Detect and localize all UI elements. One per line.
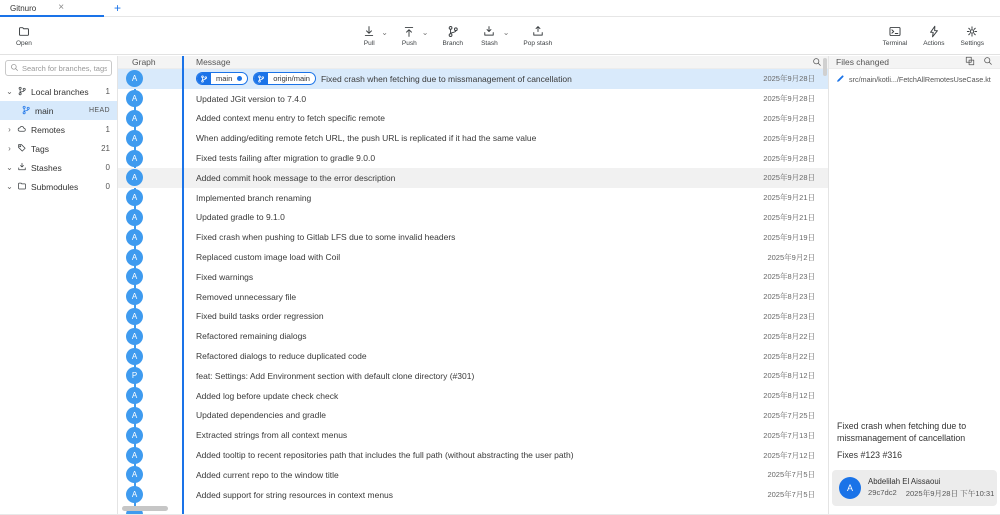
commit-message: Fixed crash when pushing to Gitlab LFS due to some invalid headers xyxy=(196,232,456,243)
commit-message: Removed unnecessary file xyxy=(196,291,297,302)
author-avatar: A xyxy=(126,70,143,87)
commit-message-cell xyxy=(182,93,828,104)
commit-date: 2025年8月12日 xyxy=(763,391,815,401)
section-count: 1 xyxy=(105,87,110,96)
sidebar-item-remotes[interactable] xyxy=(0,120,117,139)
open-label: Open xyxy=(16,39,32,47)
commit-message-cell xyxy=(182,192,828,203)
commit-message-cell xyxy=(182,72,828,85)
commit-date: 2025年9月28日 xyxy=(763,74,815,84)
commit-message-cell xyxy=(182,469,828,480)
changed-file-item[interactable] xyxy=(829,69,1000,90)
section-label: Submodules xyxy=(31,181,79,192)
commit-row[interactable] xyxy=(118,128,828,148)
commit-date: 2025年8月23日 xyxy=(763,272,815,282)
commit-message-cell xyxy=(182,271,828,282)
commit-message-cell xyxy=(182,410,828,421)
branch-badge[interactable] xyxy=(196,72,248,85)
commit-graph-cell xyxy=(118,288,182,305)
actions-button[interactable] xyxy=(919,23,948,49)
pop-stash-button[interactable] xyxy=(519,23,556,49)
commit-graph-cell xyxy=(118,466,182,483)
commit-graph-cell xyxy=(118,486,182,503)
commit-message-cell xyxy=(182,172,828,183)
commit-date: 2025年9月28日 xyxy=(763,173,815,183)
tab-gitnuro[interactable] xyxy=(0,0,104,16)
sidebar xyxy=(0,56,118,514)
commit-message-cell xyxy=(182,252,828,263)
branch-badge-label: main xyxy=(216,74,233,84)
branch-icon xyxy=(254,73,268,84)
commit-graph-cell xyxy=(118,169,182,186)
commit-row[interactable] xyxy=(118,69,828,89)
terminal-icon xyxy=(888,25,902,38)
branch-icon xyxy=(17,86,27,98)
author-avatar: A xyxy=(126,268,143,285)
commit-date: 2025年8月22日 xyxy=(763,351,815,361)
commit-graph-cell xyxy=(118,367,182,384)
commit-date: 2025年7月25日 xyxy=(763,410,815,420)
author-avatar: P xyxy=(126,367,143,384)
commit-date: 2025年8月12日 xyxy=(763,371,815,381)
changed-file-path: src/main/kotli.../FetchAllRemotesUseCase.kt xyxy=(849,75,991,84)
section-label: Remotes xyxy=(31,124,66,135)
commit-graph-cell xyxy=(118,328,182,345)
commit-date: 2025年7月5日 xyxy=(767,490,815,500)
commit-row[interactable] xyxy=(118,247,828,267)
commit-message: Added tooltip to recent repositories path that includes the full path (without abstracting the user path) xyxy=(196,450,574,461)
commit-message-cell xyxy=(182,331,828,342)
new-tab-button[interactable]: + xyxy=(114,1,122,15)
commit-message-cell xyxy=(182,311,828,322)
commit-message-cell xyxy=(182,153,828,164)
commit-message: Refactored dialogs to reduce duplicated code xyxy=(196,351,367,362)
commit-row[interactable] xyxy=(118,287,828,307)
author-avatar: A xyxy=(126,110,143,127)
folder-open-icon xyxy=(17,25,31,38)
branch-icon xyxy=(21,105,31,117)
author-avatar: A xyxy=(126,288,143,305)
modified-file-pencil-icon xyxy=(836,74,845,85)
commit-graph-cell xyxy=(118,268,182,285)
push-icon xyxy=(402,25,416,38)
sidebar-item-local-branches[interactable] xyxy=(0,82,117,101)
commit-message-cell xyxy=(182,232,828,243)
commit-graph-cell xyxy=(118,249,182,266)
author-avatar: A xyxy=(126,229,143,246)
commit-message: Replaced custom image load with Coil xyxy=(196,252,341,263)
pull-icon xyxy=(362,25,376,38)
commit-date: 2025年7月5日 xyxy=(767,470,815,480)
chevron-down-icon[interactable]: ⌄ xyxy=(381,28,388,37)
author-avatar: A xyxy=(126,387,143,404)
commit-message-cell xyxy=(182,113,828,124)
commit-message-cell xyxy=(182,370,828,381)
commit-message: Updated JGit version to 7.4.0 xyxy=(196,93,307,104)
commit-message: Added support for string resources in context menus xyxy=(196,489,394,500)
branch-badge[interactable] xyxy=(253,72,316,85)
commit-message: Added commit hook message to the error description xyxy=(196,172,396,183)
commit-row[interactable] xyxy=(118,425,828,445)
commit-date: 2025年8月22日 xyxy=(763,331,815,341)
commit-date: 2025年9月21日 xyxy=(763,193,815,203)
commit-date: 2025年9月28日 xyxy=(763,113,815,123)
commit-date: 2025年9月21日 xyxy=(763,212,815,222)
commit-row[interactable] xyxy=(118,148,828,168)
commit-graph-cell xyxy=(118,70,182,87)
stash-icon xyxy=(17,162,27,174)
author-avatar: A xyxy=(126,209,143,226)
commit-full-message: Fixed crash when fetching due to missmanagement of cancellation xyxy=(837,421,967,443)
author-avatar: A xyxy=(126,466,143,483)
files-changed-title: Files changed xyxy=(836,57,889,67)
branch-badge-label: origin/main xyxy=(273,74,310,84)
commit-graph-cell xyxy=(118,407,182,424)
commit-graph-cell xyxy=(118,308,182,325)
cloud-icon xyxy=(17,124,27,136)
graph-horizontal-scrollbar[interactable] xyxy=(122,506,168,511)
head-badge: HEAD xyxy=(88,107,110,114)
gear-icon xyxy=(965,25,979,38)
author-avatar: A xyxy=(126,328,143,345)
commit-log xyxy=(118,56,828,514)
commit-message: Updated dependencies and gradle xyxy=(196,410,326,421)
chevron-down-icon[interactable]: ⌄ xyxy=(421,28,429,37)
commit-message-cell xyxy=(182,212,828,223)
chevron-down-icon[interactable]: ⌄ xyxy=(6,182,13,191)
branch-button[interactable] xyxy=(438,23,467,49)
settings-label: Settings xyxy=(960,39,985,47)
commit-row[interactable] xyxy=(118,227,828,247)
author-avatar: A xyxy=(126,427,143,444)
commit-graph-cell xyxy=(118,90,182,107)
section-label: Local branches xyxy=(31,86,89,97)
commit-message-cell xyxy=(182,430,828,441)
stash-label: Stash xyxy=(481,39,498,47)
commit-date: 2025年7月12日 xyxy=(763,450,815,460)
folder-icon xyxy=(17,181,27,193)
pop-stash-icon xyxy=(531,25,545,38)
commit-row[interactable] xyxy=(118,406,828,426)
commit-date: 2025年7月13日 xyxy=(763,430,815,440)
search-icon xyxy=(10,59,19,77)
commit-message: When adding/editing remote fetch URL, the push URL is replicated if it had the same value xyxy=(196,133,537,144)
section-label: Tags xyxy=(31,143,49,154)
branch-search[interactable] xyxy=(5,60,112,76)
sidebar-item-submodules[interactable] xyxy=(0,177,117,196)
commit-row[interactable] xyxy=(118,267,828,287)
commit-row[interactable] xyxy=(118,366,828,386)
commit-message: Implemented branch renaming xyxy=(196,192,312,203)
author-avatar: A xyxy=(126,447,143,464)
author-avatar: A xyxy=(126,150,143,167)
commit-message-cell xyxy=(182,390,828,401)
commit-message: Added log before update check check xyxy=(196,390,339,401)
log-rows xyxy=(118,69,828,514)
log-search-icon[interactable] xyxy=(812,57,822,67)
commit-date: 2025年9月19日 xyxy=(763,232,815,242)
commit-graph-cell xyxy=(118,189,182,206)
commit-graph-cell xyxy=(118,209,182,226)
author-avatar: A xyxy=(126,169,143,186)
commit-date: 2025年9月28日 xyxy=(763,94,815,104)
section-count: 1 xyxy=(105,125,110,134)
section-count: 21 xyxy=(101,144,110,153)
log-vertical-scrollbar[interactable] xyxy=(823,58,827,76)
commit-date: 2025年9月28日 xyxy=(763,133,815,143)
commit-message: Extracted strings from all context menus xyxy=(196,430,348,441)
open-button[interactable] xyxy=(12,23,36,49)
commit-message: Fixed build tasks order regression xyxy=(196,311,324,322)
commit-message-cell xyxy=(182,450,828,461)
commit-message-cell xyxy=(182,489,828,500)
tab-title: Gitnuro xyxy=(10,3,37,13)
push-label: Push xyxy=(401,39,417,47)
commit-date: 2025年8月23日 xyxy=(763,292,815,302)
commit-graph-cell xyxy=(118,150,182,167)
commit-message: Fixed tests failing after migration to gradle 9.0.0 xyxy=(196,153,376,164)
file-search-icon[interactable] xyxy=(983,56,993,68)
close-icon[interactable]: × xyxy=(58,2,65,13)
stash-icon xyxy=(482,25,496,38)
branch-name: main xyxy=(35,105,54,116)
details-panel xyxy=(828,56,1000,514)
commit-row[interactable] xyxy=(118,445,828,465)
diff-view-mode-icon[interactable] xyxy=(965,56,975,68)
tag-icon xyxy=(17,143,27,155)
branch-icon xyxy=(446,25,460,38)
actions-label: Actions xyxy=(923,39,945,47)
commit-message-cell xyxy=(182,291,828,302)
toolbar xyxy=(0,17,1000,55)
author-name: Abdelilah El Aissaoui xyxy=(868,477,941,486)
commit-message: Fixed crash when fetching due to missmanagement of cancellation xyxy=(320,73,572,84)
commit-hash: 29c7dc2 xyxy=(868,488,897,497)
log-header xyxy=(118,56,828,69)
section-count: 0 xyxy=(105,182,110,191)
commit-graph-cell xyxy=(118,387,182,404)
commit-message-cell xyxy=(182,133,828,144)
author-avatar: A xyxy=(126,90,143,107)
stash-button[interactable] xyxy=(477,23,502,49)
commit-row[interactable] xyxy=(118,188,828,208)
commit-message: Updated gradle to 9.1.0 xyxy=(196,212,285,223)
terminal-button[interactable] xyxy=(879,23,912,49)
commit-message: Refactored remaining dialogs xyxy=(196,331,307,342)
commit-row[interactable] xyxy=(118,208,828,228)
author-avatar: A xyxy=(126,348,143,365)
commit-row[interactable] xyxy=(118,326,828,346)
commit-badges xyxy=(196,72,316,85)
author-avatar: A xyxy=(839,477,861,499)
commit-message: feat: Settings: Add Environment section with default clone directory (#301) xyxy=(196,370,475,381)
commit-date: 2025年9月28日 xyxy=(763,153,815,163)
section-label: Stashes xyxy=(31,162,62,173)
commit-message: Added current repo to the window title xyxy=(196,469,339,480)
commit-row[interactable] xyxy=(118,89,828,109)
settings-button[interactable] xyxy=(957,23,989,49)
commit-message: Added context menu entry to fetch specific remote xyxy=(196,113,385,124)
author-avatar: A xyxy=(126,189,143,206)
author-avatar: A xyxy=(126,486,143,503)
graph-column-header: Graph xyxy=(132,57,156,67)
pop-stash-label: Pop stash xyxy=(523,39,553,47)
chevron-right-icon[interactable]: › xyxy=(8,144,11,153)
message-column-header: Message xyxy=(196,57,231,67)
author-avatar: A xyxy=(126,130,143,147)
author-avatar: A xyxy=(126,308,143,325)
commit-row[interactable] xyxy=(118,346,828,366)
chevron-down-icon[interactable]: ⌄ xyxy=(6,87,13,96)
pull-button[interactable] xyxy=(358,23,380,49)
commit-refs: Fixes #123 #316 xyxy=(837,450,903,460)
chevron-down-icon[interactable]: ⌄ xyxy=(6,163,13,172)
commit-row[interactable] xyxy=(118,465,828,485)
commit-graph-cell xyxy=(118,110,182,127)
commit-row[interactable] xyxy=(118,307,828,327)
files-changed-header xyxy=(829,56,1000,69)
commit-message-cell xyxy=(182,351,828,362)
commit-message: Fixed warnings xyxy=(196,271,254,282)
chevron-right-icon[interactable]: › xyxy=(8,125,11,134)
commit-row[interactable] xyxy=(118,109,828,129)
graph-message-divider xyxy=(182,56,184,514)
commit-row[interactable] xyxy=(118,485,828,505)
search-input[interactable] xyxy=(22,64,107,73)
commit-date: 2025年8月23日 xyxy=(763,311,815,321)
chevron-down-icon[interactable]: ⌄ xyxy=(502,28,510,37)
commit-graph-cell xyxy=(118,229,182,246)
commit-row[interactable] xyxy=(118,168,828,188)
commit-graph-cell xyxy=(118,427,182,444)
commit-graph-cell xyxy=(118,348,182,365)
sidebar-item-tags[interactable] xyxy=(0,139,117,158)
author-card xyxy=(832,470,997,506)
commit-row[interactable] xyxy=(118,386,828,406)
sidebar-item-main-branch[interactable] xyxy=(0,101,117,120)
commit-date: 2025年9月2日 xyxy=(767,252,815,262)
lightning-icon xyxy=(927,25,941,38)
branch-label: Branch xyxy=(442,39,464,47)
commit-graph-cell xyxy=(118,130,182,147)
sidebar-item-stashes[interactable] xyxy=(0,158,117,177)
pull-label: Pull xyxy=(363,39,375,47)
commit-graph-cell xyxy=(118,447,182,464)
head-dot-icon xyxy=(237,76,242,81)
author-avatar: A xyxy=(126,249,143,266)
section-count: 0 xyxy=(105,163,110,172)
push-button[interactable] xyxy=(398,23,421,49)
tab-bar xyxy=(0,0,1000,17)
author-avatar: A xyxy=(126,407,143,424)
terminal-label: Terminal xyxy=(882,39,908,47)
branch-icon xyxy=(197,73,211,84)
commit-date: 2025年9月28日 下午10:31 xyxy=(905,489,995,498)
